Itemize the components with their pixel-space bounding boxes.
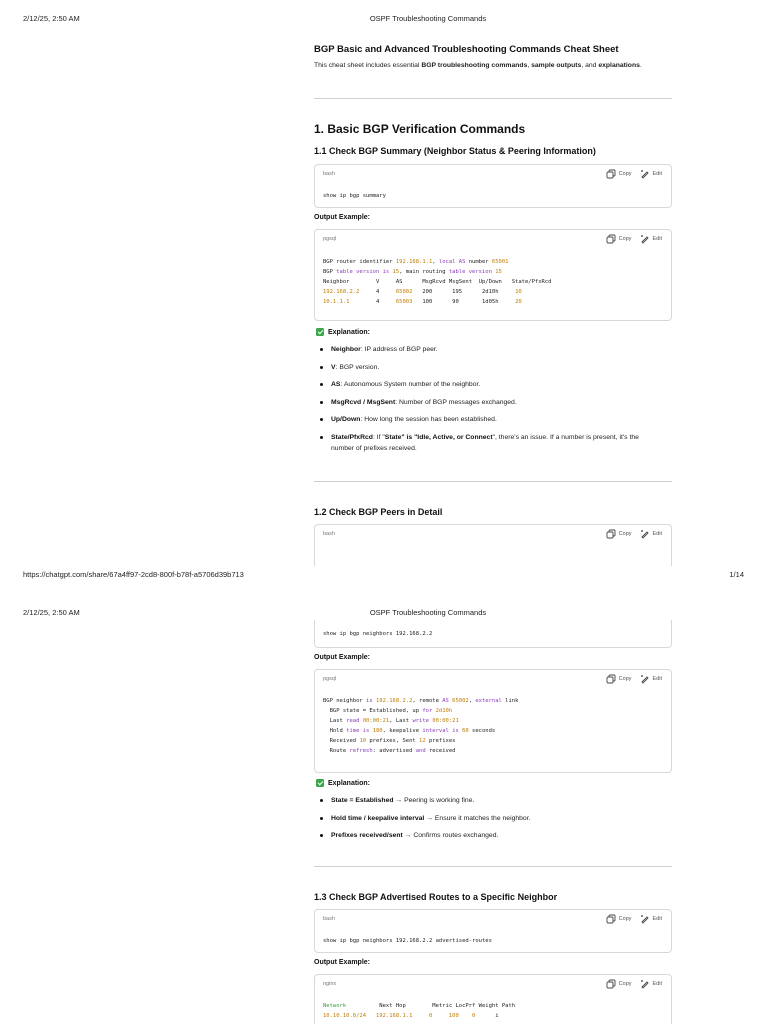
check-icon (316, 779, 324, 787)
copy-button[interactable]: Copy (606, 234, 632, 244)
code-block-advertised-output (314, 974, 672, 1024)
list-item: MsgRcvd / MsgSent: Number of BGP messages exchanged. (316, 397, 672, 408)
copy-button[interactable]: Copy (606, 529, 632, 539)
divider (314, 98, 672, 99)
edit-icon (640, 914, 650, 924)
edit-button[interactable]: Edit (640, 914, 662, 924)
edit-icon (640, 979, 650, 989)
output-label: Output Example: (314, 654, 371, 661)
code-block-neighbors-output (314, 669, 672, 773)
copy-icon (606, 529, 616, 539)
list-item: Neighbor: IP address of BGP peer. (316, 344, 672, 355)
code-lang: pgsql (323, 676, 337, 682)
edit-button[interactable]: Edit (640, 979, 662, 989)
copy-button[interactable]: Copy (606, 169, 632, 179)
code-text: BGP router identifier 192.168.1.1, local AS number 65001 BGP table version is 15, main routing table version 15 Neighbor V AS MsgRcvd MsgSent Up/Down State/PfxRcd 192.168.2.2 4 65002 200 195 2d10h 10 10.1.1.1 4 65003 100 90 1d05h 20 (323, 259, 552, 305)
explanation-list (316, 344, 672, 454)
section1-title: 1. Basic BGP Verification Commands (314, 122, 526, 136)
code-block-neighbors-bottom (314, 620, 672, 648)
print-date: 2/12/25, 2:50 AM (23, 608, 80, 617)
copy-button[interactable]: Copy (606, 914, 632, 924)
list-item: V: BGP version. (316, 362, 672, 373)
copy-icon (606, 914, 616, 924)
divider (314, 481, 672, 482)
code-text: Network Next Hop Metric LocPrf Weight Path 10.10.10.0/24 192.168.1.1 0 100 0 i (323, 1003, 516, 1019)
code-lang: bash (323, 171, 335, 177)
edit-button[interactable]: Edit (640, 674, 662, 684)
section1 (314, 122, 672, 156)
code-block-advertised (314, 909, 672, 953)
code-lang: bash (323, 916, 335, 922)
output-label: Output Example: (314, 959, 371, 966)
code-block-summary (314, 164, 672, 208)
page-number: 1/14 (729, 570, 744, 579)
divider (314, 866, 672, 867)
code-text: show ip bgp neighbors 192.168.2.2 (323, 631, 433, 637)
code-lang: pgsql (323, 236, 337, 242)
output-label: Output Example: (314, 214, 371, 221)
print-title: OSPF Troubleshooting Commands (369, 14, 487, 23)
page-header (0, 14, 768, 30)
sub11-title: 1.1 Check BGP Summary (Neighbor Status & Peering Information) (314, 146, 596, 156)
edit-icon (640, 529, 650, 539)
code-lang: nginx (323, 981, 337, 987)
print-date: 2/12/25, 2:50 AM (23, 14, 80, 23)
list-item: Hold time / keepalive interval → Ensure it matches the neighbor. (316, 813, 672, 824)
explanation-label: Explanation: (316, 779, 370, 787)
copy-icon (606, 979, 616, 989)
explanation-list (316, 795, 672, 841)
list-item: State/PfxRcd: If "State" is "Idle, Active, or Connect", there's an issue. If a number is present, it's the number of prefixes received. (316, 432, 672, 454)
edit-button[interactable]: Edit (640, 529, 662, 539)
list-item: Up/Down: How long the session has been established. (316, 414, 672, 425)
edit-icon (640, 234, 650, 244)
copy-icon (606, 169, 616, 179)
copy-button[interactable]: Copy (606, 979, 632, 989)
doc-heading: BGP Basic and Advanced Troubleshooting Commands Cheat Sheet (314, 44, 619, 55)
intro-text: This cheat sheet includes essential BGP troubleshooting commands, sample outputs, and explanations. (314, 62, 642, 69)
edit-button[interactable]: Edit (640, 234, 662, 244)
code-block-summary-output (314, 229, 672, 321)
list-item: AS: Autonomous System number of the neighbor. (316, 379, 672, 390)
check-icon (316, 328, 324, 336)
list-item: State = Established → Peering is working fine. (316, 795, 672, 806)
edit-icon (640, 674, 650, 684)
copy-icon (606, 234, 616, 244)
code-text: BGP neighbor is 192.168.2.2, remote AS 65002, external link BGP state = Established, up for 2d10h Last read 00:00:21, Last write 00:00:21 Hold time is 180, keepalive interval is 60 seconds Received 10 prefixes, Sent 12 prefixes Route refresh: advertised and received (323, 698, 519, 754)
sub12-title: 1.2 Check BGP Peers in Detail (314, 507, 443, 517)
explanation-label: Explanation: (316, 328, 370, 336)
sub13-title: 1.3 Check BGP Advertised Routes to a Specific Neighbor (314, 892, 558, 902)
edit-button[interactable]: Edit (640, 169, 662, 179)
copy-button[interactable]: Copy (606, 674, 632, 684)
list-item: Prefixes received/sent → Confirms routes exchanged. (316, 830, 672, 841)
code-block-neighbors-top (314, 524, 672, 566)
code-text: show ip bgp neighbors 192.168.2.2 advertised-routes (323, 938, 492, 944)
code-text: show ip bgp summary (323, 193, 386, 199)
print-title: OSPF Troubleshooting Commands (369, 608, 487, 617)
copy-icon (606, 674, 616, 684)
edit-icon (640, 169, 650, 179)
page1-content (314, 44, 672, 69)
code-lang: bash (323, 531, 335, 537)
footer-url: https://chatgpt.com/share/67a4ff97-2cd8-800f-b78f-a5706d39b713 (23, 570, 244, 579)
